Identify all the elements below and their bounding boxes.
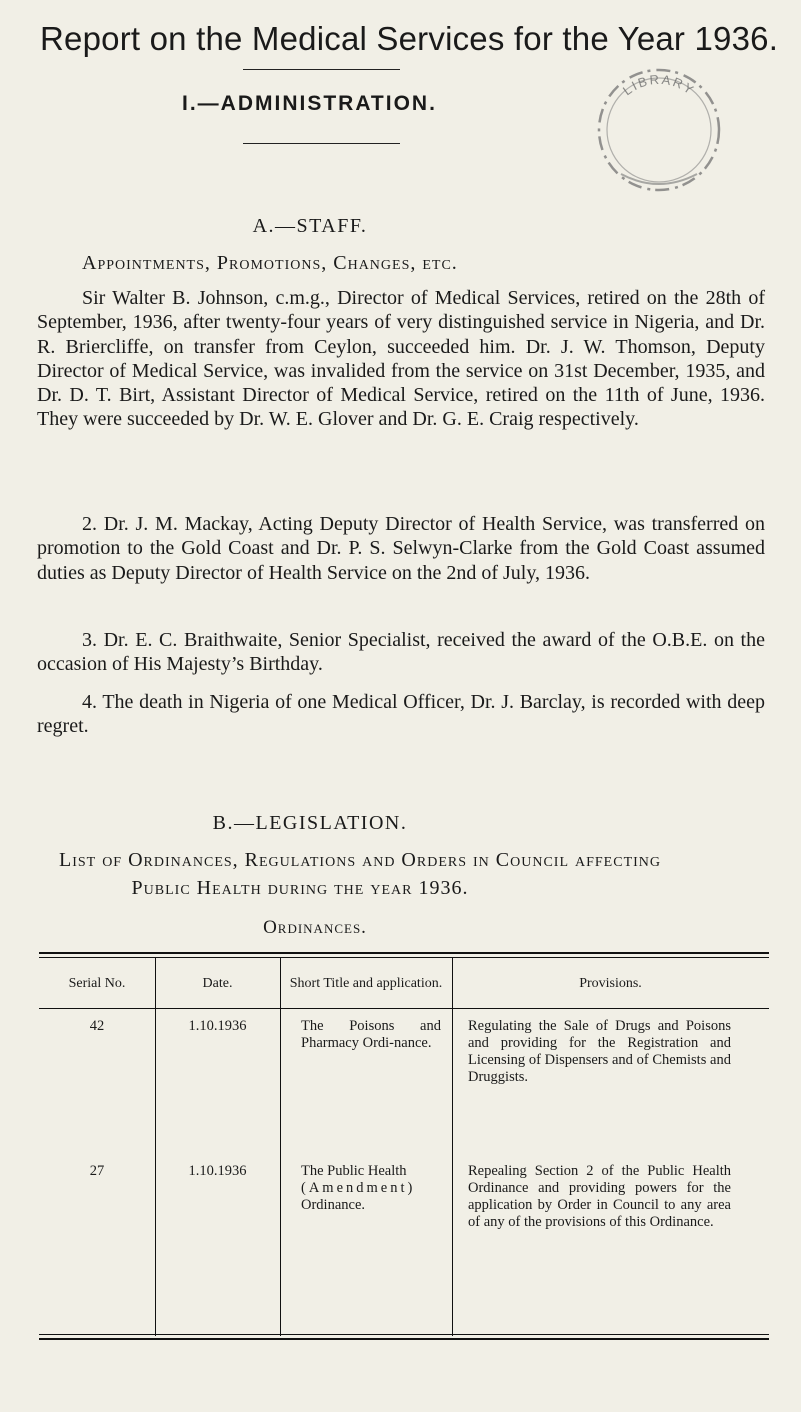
paragraph-2: [37, 512, 765, 585]
paragraph-3: [37, 628, 765, 677]
heading-rule-bottom: [243, 143, 400, 144]
row-2-title-line-2: (Amendment): [301, 1180, 416, 1196]
column-header-provisions: Provisions.: [579, 976, 642, 991]
paragraph-3-text: 3. Dr. E. C. Braithwaite, Senior Specialist, received the award of the O.B.E. on the occasion of His Majesty’s Birthday.: [37, 629, 765, 676]
report-title: Report on the Medical Services for the Year 1936.: [40, 20, 779, 57]
paragraph-4-text: 4. The death in Nigeria of one Medical Officer, Dr. J. Barclay, is recorded with deep regret.: [37, 691, 765, 738]
library-stamp-icon: [591, 62, 727, 198]
row-2-serial: 27: [89, 1163, 105, 1179]
section-b-heading: B.—LEGISLATION.: [212, 812, 408, 834]
paragraph-1-text: Sir Walter B. Johnson, c.m.g., Director of Medical Services, retired on the 28th of September, 1936, after twenty-four years of very distinguished service in Nigeria, and Dr. R. Briercliffe, on transfer from Ceylon, succeeded him. Dr. J. W. Thomson, Deputy Director of Medical Service, was invalided from the service on 31st December, 1935, and Dr. D. T. Birt, Assistant Director of Medical Service, retired on the 11th of June, 1936. They were succeeded by Dr. W. E. Glover and Dr. G. E. Craig respectively.: [37, 287, 765, 431]
table-rule: [39, 952, 769, 954]
list-heading-line-1: List of Ordinances, Regulations and Orders in Council affecting: [58, 849, 662, 871]
row-1-date: 1.10.1936: [188, 1018, 247, 1034]
table-rule: [39, 957, 769, 958]
column-header-title: Short Title and application.: [289, 976, 443, 991]
row-2-title-line-3: Ordinance.: [301, 1197, 366, 1213]
row-2-title-line-1: The Public Health: [301, 1163, 407, 1179]
paragraph-4: [37, 690, 765, 739]
row-1-serial: 42: [89, 1018, 105, 1034]
ordinances-table: [39, 952, 799, 1360]
library-stamp: [591, 62, 727, 198]
table-column-divider: [155, 957, 156, 1336]
table-rule: [39, 1334, 769, 1335]
library-stamp-text: LIBRARY: [620, 71, 698, 99]
row-1-title: The Poisons and Pharmacy Ordi-nance.: [301, 1018, 441, 1051]
paragraph-1: [37, 286, 765, 432]
row-2-title: [301, 1163, 441, 1214]
table-rule: [39, 1338, 769, 1340]
table-header-rule: [39, 1008, 769, 1009]
column-header-serial: Serial No.: [68, 976, 126, 991]
row-2-provisions: Repealing Section 2 of the Public Health Ordinance and providing powers for the application by Order in Council to any area of any of the provisions of this Ordinance.: [468, 1163, 731, 1230]
paragraph-2-text: 2. Dr. J. M. Mackay, Acting Deputy Director of Health Service, was transferred on promotion to the Gold Coast and Dr. P. S. Selwyn-Clarke from the Gold Coast assumed duties as Deputy Director of Health Service on the 2nd of July, 1936.: [37, 513, 765, 584]
column-header-date: Date.: [202, 976, 233, 991]
part-heading: I.—ADMINISTRATION.: [182, 92, 437, 115]
section-a-subheading: Appointments, Promotions, Changes, etc.: [82, 252, 458, 274]
ordinances-heading: Ordinances.: [263, 917, 367, 938]
row-2-date: 1.10.1936: [188, 1163, 247, 1179]
list-heading-line-2: Public Health during the year 1936.: [131, 877, 469, 899]
heading-rule-top: [243, 69, 400, 70]
table-column-divider: [452, 957, 453, 1336]
table-column-divider: [280, 957, 281, 1336]
row-1-provisions: Regulating the Sale of Drugs and Poisons and providing for the Registration and Licensing of Dispensers and of Chemists and Druggists.: [468, 1018, 731, 1085]
section-a-heading: A.—STAFF.: [252, 215, 368, 237]
